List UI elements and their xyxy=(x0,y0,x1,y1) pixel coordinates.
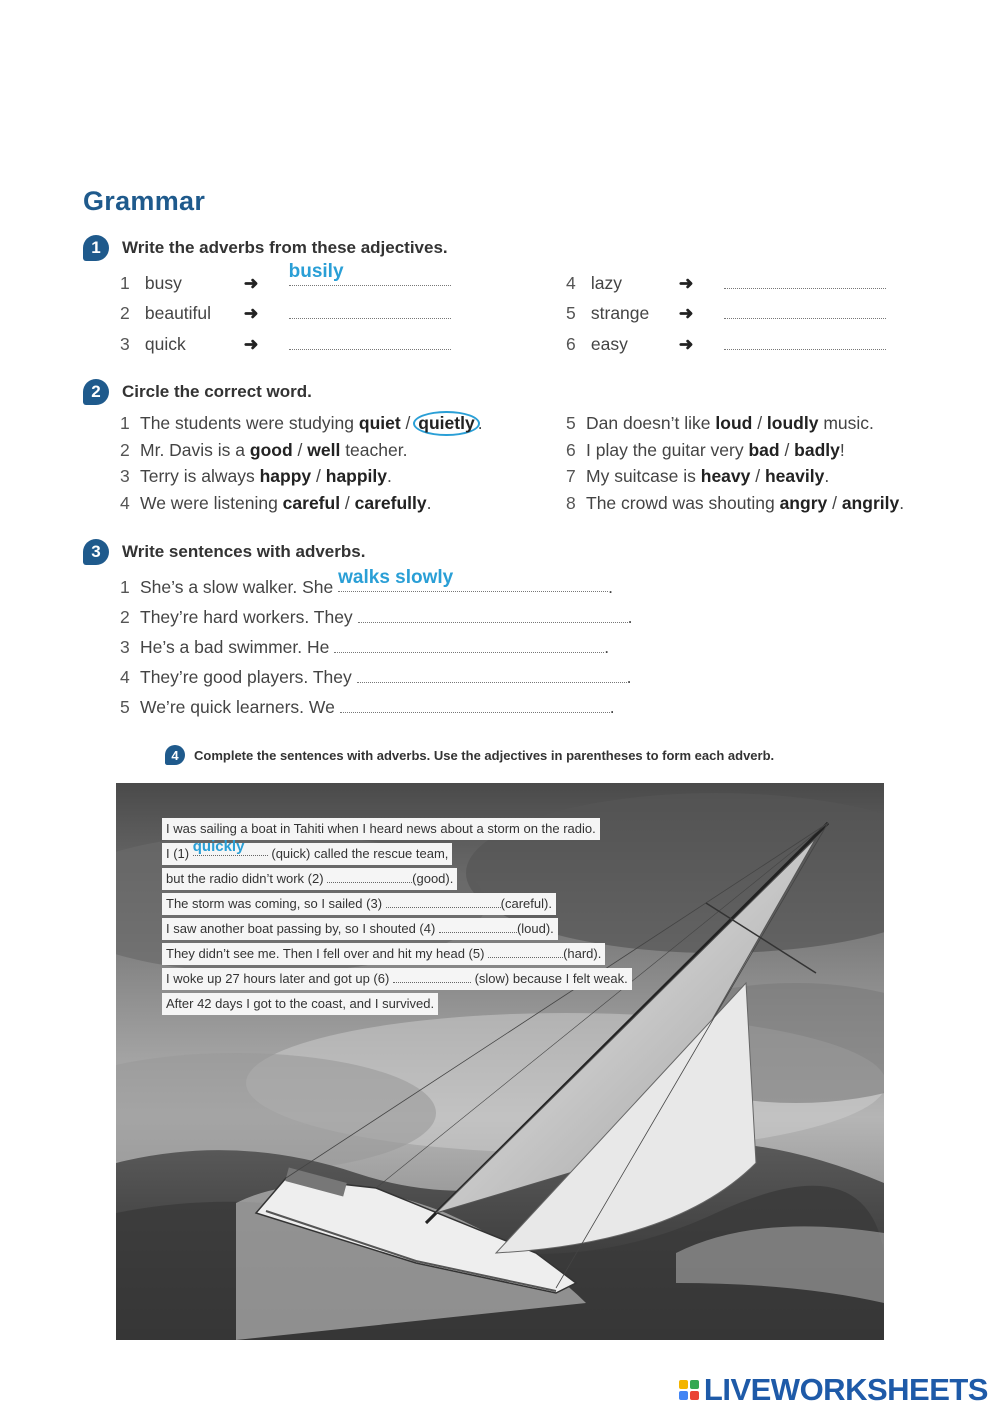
ex2-item-6: 6 I play the guitar very bad / badly! xyxy=(566,440,845,460)
ex4-story xyxy=(162,818,632,1018)
answer-field[interactable] xyxy=(358,608,628,623)
story-line: They didn’t see me. Then I fell over and hit my head (5) (hard). xyxy=(162,943,605,965)
exercise-number-badge: 4 xyxy=(165,745,185,765)
ex2-item-4: 4 We were listening careful / carefully. xyxy=(120,493,432,513)
choice-option[interactable]: careful xyxy=(282,493,341,513)
story-line: I woke up 27 hours later and got up (6) (slow) because I felt weak. xyxy=(162,968,632,990)
choice-option[interactable]: angrily xyxy=(841,493,900,513)
ex1-item-3: 3 quick ➜ xyxy=(120,334,451,355)
exercise-number-badge: 1 xyxy=(83,235,109,261)
arrow-icon: ➜ xyxy=(678,334,694,354)
answer-field[interactable] xyxy=(488,947,563,958)
answer-field[interactable] xyxy=(289,335,451,350)
ex1-item-6: 6 easy ➜ xyxy=(566,334,886,355)
answer-field[interactable] xyxy=(393,972,471,983)
choice-option[interactable]: happily xyxy=(325,466,388,486)
exercise-instruction: Complete the sentences with adverbs. Use the adjectives in parentheses to form each adverb. xyxy=(194,747,775,763)
logo-mark-icon xyxy=(679,1380,699,1400)
ex1-item-1: 1 busy ➜ busily xyxy=(120,273,451,294)
arrow-icon: ➜ xyxy=(243,334,259,354)
exercise-3-header xyxy=(83,539,365,565)
ex3-item-5: 5 We’re quick learners. We . xyxy=(120,697,615,717)
page-title: Grammar xyxy=(83,186,206,216)
ex3-item-2: 2 They’re hard workers. They . xyxy=(120,607,633,627)
choice-option[interactable]: well xyxy=(307,440,341,460)
answer-field[interactable] xyxy=(724,304,886,319)
choice-option[interactable]: heavily xyxy=(764,466,825,486)
ex2-item-3: 3 Terry is always happy / happily. xyxy=(120,466,392,486)
exercise-1-header xyxy=(83,235,448,261)
ex2-item-7: 7 My suitcase is heavy / heavily. xyxy=(566,466,830,486)
choice-option[interactable]: loudly xyxy=(766,413,819,433)
ex2-item-2: 2 Mr. Davis is a good / well teacher. xyxy=(120,440,408,460)
answer-field[interactable] xyxy=(724,335,886,350)
answer-field[interactable] xyxy=(439,922,517,933)
choice-option[interactable]: happy xyxy=(259,466,312,486)
ex2-item-8: 8 The crowd was shouting angry / angrily. xyxy=(566,493,905,513)
choice-option[interactable]: carefully xyxy=(354,493,427,513)
liveworksheets-logo: LIVEWORKSHEETS xyxy=(679,1372,988,1408)
arrow-icon: ➜ xyxy=(678,303,694,323)
answer-field[interactable]: quickly xyxy=(193,845,268,856)
exercise-instruction: Circle the correct word. xyxy=(122,382,312,401)
choice-option[interactable]: angry xyxy=(779,493,828,513)
ex3-item-3: 3 He’s a bad swimmer. He . xyxy=(120,637,610,657)
answer-field[interactable]: busily xyxy=(289,271,451,286)
ex3-item-4: 4 They’re good players. They . xyxy=(120,667,632,687)
answer-field[interactable] xyxy=(340,698,610,713)
story-line: but the radio didn’t work (2) (good). xyxy=(162,868,457,890)
ex2-item-5: 5 Dan doesn’t like loud / loudly music. xyxy=(566,413,874,433)
ex1-item-5: 5 strange ➜ xyxy=(566,303,886,324)
answer-field[interactable] xyxy=(386,897,501,908)
ex1-item-4: 4 lazy ➜ xyxy=(566,273,886,294)
exercise-instruction: Write the adverbs from these adjectives. xyxy=(122,238,448,257)
answer-field[interactable] xyxy=(724,274,886,289)
ex1-item-2: 2 beautiful ➜ xyxy=(120,303,451,324)
arrow-icon: ➜ xyxy=(243,303,259,323)
answer-field[interactable] xyxy=(289,304,451,319)
story-line: After 42 days I got to the coast, and I survived. xyxy=(162,993,438,1015)
answer-field[interactable] xyxy=(327,872,412,883)
choice-option-circled[interactable]: quietly xyxy=(413,411,479,436)
exercise-instruction: Write sentences with adverbs. xyxy=(122,542,366,561)
ex3-item-1: 1 She’s a slow walker. She walks slowly . xyxy=(120,567,614,597)
arrow-icon: ➜ xyxy=(243,273,259,293)
story-line: I was sailing a boat in Tahiti when I heard news about a storm on the radio. xyxy=(162,818,600,840)
exercise-4-header xyxy=(165,745,774,765)
story-line: The storm was coming, so I sailed (3) (careful). xyxy=(162,893,556,915)
choice-option[interactable]: badly xyxy=(794,440,840,460)
story-line: I saw another boat passing by, so I shouted (4) (loud). xyxy=(162,918,558,940)
answer-field[interactable]: walks slowly xyxy=(338,577,608,592)
story-line: I (1) quickly (quick) called the rescue team, xyxy=(162,843,452,865)
exercise-2-header xyxy=(83,379,312,405)
exercise-number-badge: 3 xyxy=(83,539,109,565)
answer-field[interactable] xyxy=(357,668,627,683)
choice-option[interactable]: good xyxy=(249,440,293,460)
choice-option[interactable]: bad xyxy=(748,440,780,460)
choice-option[interactable]: loud xyxy=(715,413,753,433)
arrow-icon: ➜ xyxy=(678,273,694,293)
exercise-number-badge: 2 xyxy=(83,379,109,405)
choice-option[interactable]: quiet xyxy=(358,413,401,433)
answer-field[interactable] xyxy=(334,638,604,653)
choice-option[interactable]: heavy xyxy=(700,466,751,486)
ex2-item-1: 1 The students were studying quiet / quietly . xyxy=(120,413,483,434)
